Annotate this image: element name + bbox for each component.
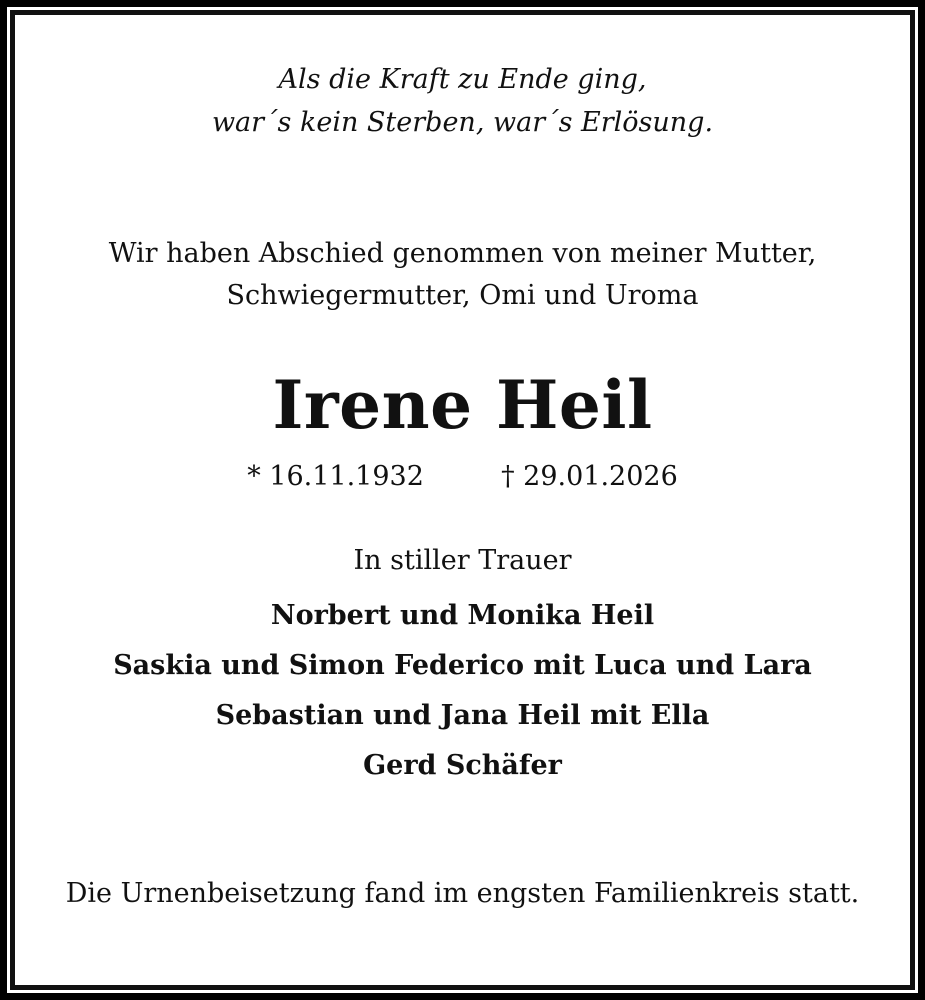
- motto-line-2: war´s kein Sterben, war´s Erlösung.: [211, 107, 714, 138]
- birth-date: * 16.11.1932: [247, 461, 424, 492]
- intro-line-1: Wir haben Abschied genommen von meiner Mutter,: [108, 238, 817, 269]
- family-line-2: Saskia und Simon Federico mit Luca und Lara: [113, 650, 812, 681]
- inner-border: [10, 10, 915, 990]
- burial-note: Die Urnenbeisetzung fand im engsten Familienkreis statt.: [65, 878, 860, 909]
- mourning-label: In stiller Trauer: [353, 545, 572, 576]
- intro-line-2: Schwiegermutter, Omi und Uroma: [226, 280, 699, 311]
- deceased-name: Irene Heil: [272, 366, 653, 444]
- family-line-3: Sebastian und Jana Heil mit Ella: [215, 700, 710, 731]
- motto-line-1: Als die Kraft zu Ende ging,: [278, 64, 647, 95]
- death-date: † 29.01.2026: [501, 461, 678, 492]
- family-line-1: Norbert und Monika Heil: [270, 600, 655, 631]
- life-dates: [0, 461, 925, 492]
- family-line-4: Gerd Schäfer: [363, 750, 562, 781]
